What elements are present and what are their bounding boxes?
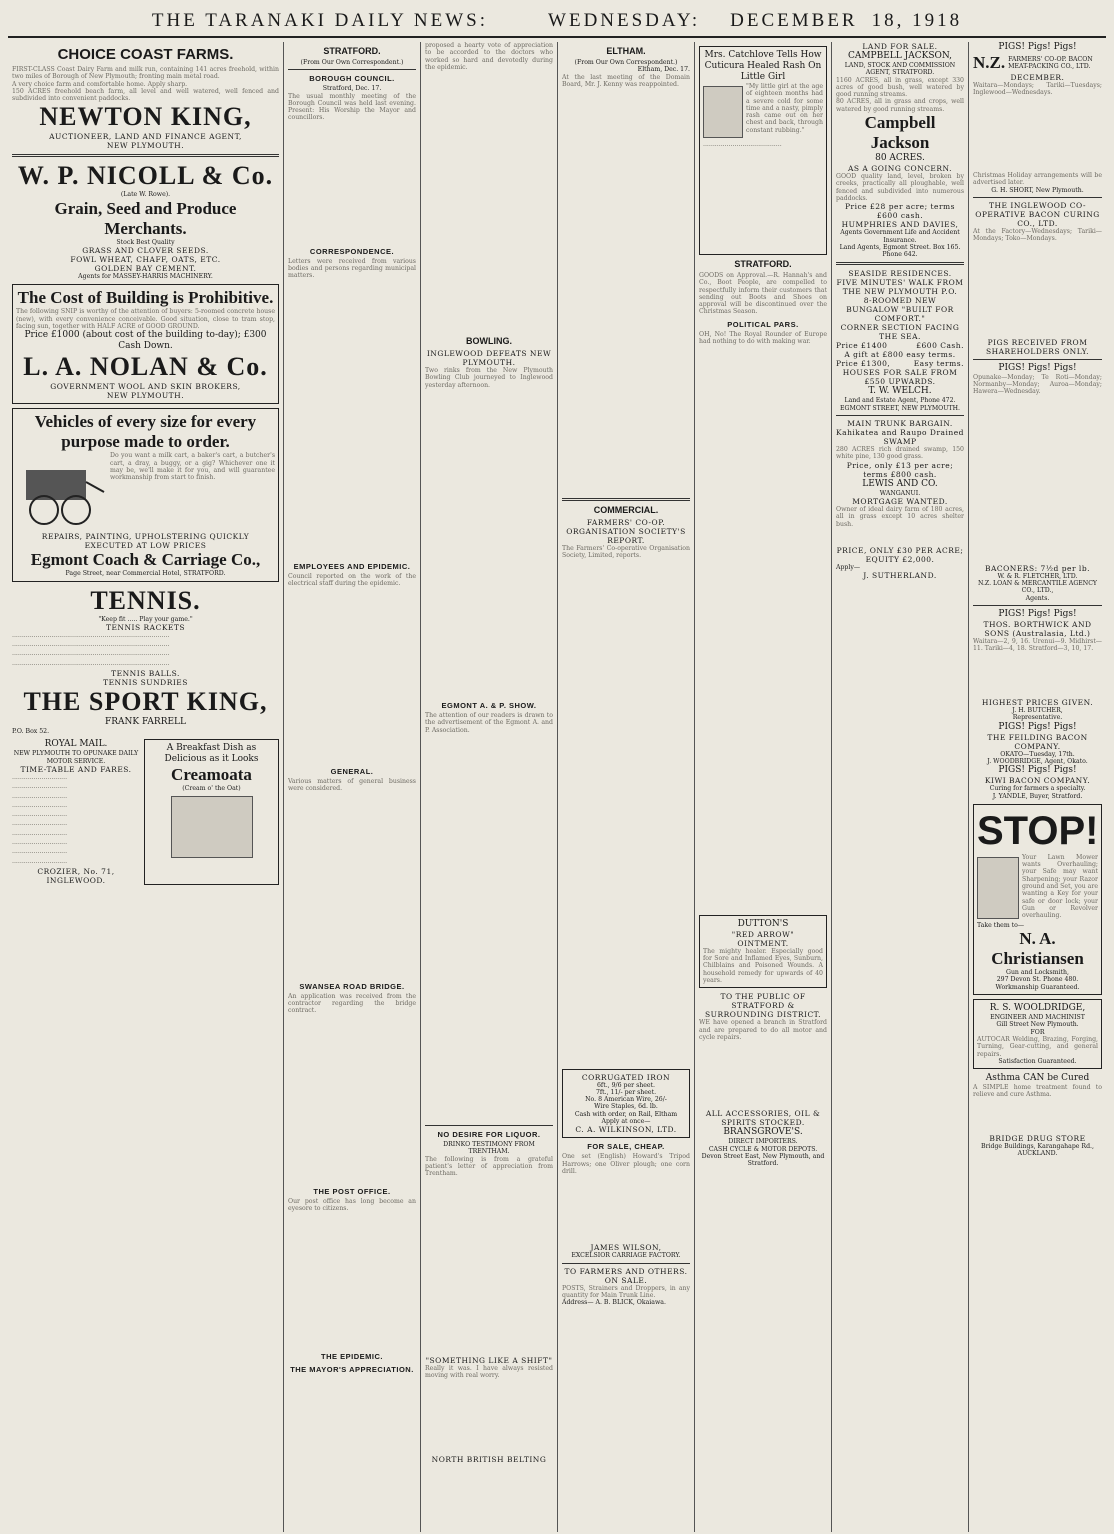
farmers-report-title: FARMERS' CO-OP. ORGANISATION SOCIETY'S REPORT.	[566, 517, 686, 545]
wilson-title: JAMES WILSON,	[590, 1243, 662, 1253]
duttons-sub-2: OINTMENT.	[737, 938, 789, 948]
tennis-balls: TENNIS BALLS.	[111, 669, 180, 679]
bransgrove: BRANSGROVE'S.	[723, 1127, 803, 1138]
agents: Agents.	[1025, 594, 1050, 602]
nolan-town: NEW PLYMOUTH.	[106, 391, 185, 401]
cuticura-body: "My little girl at the age of eighteen months had a severe cold for some time and a nasty, pimply rash came out on her chest and back, through constant rubbing."	[746, 83, 823, 134]
land-title: LAND FOR SALE.	[862, 42, 938, 51]
butcher: J. H. BUTCHER,	[1012, 707, 1063, 715]
duttons-sub: "RED ARROW"	[731, 929, 795, 939]
egmont-coach-addr: Page Street, near Commercial Hotel, STRATFORD.	[65, 570, 226, 578]
sutherland: J. SUTHERLAND.	[863, 571, 937, 581]
houses-sale: HOUSES FOR SALE FROM £550 UPWARDS.	[842, 368, 958, 387]
locksmith-illustration	[977, 857, 1019, 919]
bungalow: 8-ROOMED NEW BUNGALOW "BUILT FOR COMFORT."	[846, 296, 954, 324]
kiwi: KIWI BACON COMPANY.	[984, 776, 1091, 786]
vehicles-ad	[12, 408, 279, 581]
vehicles-sub: purpose made to order.	[61, 432, 230, 452]
masthead-date: 18, 1918	[871, 10, 963, 31]
concern-price: Price £28 per acre; terms £600 cash.	[844, 202, 956, 221]
cj-sub: LAND, STOCK AND COMMISSION AGENT, STRATFORD.	[844, 62, 956, 77]
humphries-sub: Agents Government Life and Accident Insurance.	[840, 229, 960, 244]
humphries: HUMPHRIES AND DAVIES,	[841, 220, 959, 230]
column-1: CHOICE COAST FARMS. FIRST-CLASS Coast Dairy Farm and milk run, containing 141 acres freehold, within two miles of Borough of New Plymouth; fronting main metal road. A very choice farm and comfortable home. Apply sharp. 150 ACRES freehold beach farm, all level and well watered, well fenced and subdivided into convenient paddocks. NEWTON KING, AUCTIONEER, LAND AND FINANCE AGENT, NEW PLYMOUTH. W. P. NICOLL & Co. (Late W. Rowe). Grain, Seed and Produce Merchants. Stock Best Quality GRASS AND CLOVER SEEDS. FOWL WHEAT, CHAFF, OATS, ETC. GOLDEN BAY CEMENT. Agents for MASSEY-HARRIS MACHINERY. The Cost of Building is Prohibitive. The following SNIP is worthy of the attention of buyers: 5-roomed concrete house (new), with every convenience conceivable. Good situation, close to tram stop, facing sun, together with HALF ACRE of GOOD GROUND. Price £1000 (about cost of the building to-day); £300 Cash Down. L. A. NOLAN & Co. GOVERNMENT WOOL AND SKIN BROKERS, NEW PLYMOUTH. Vehicles of every size for every purpose made to order. Do you want a milk cart, a baker's cart, a butcher's cart, a dray, a buggy, or a gig? Whichever one it may be, we'll make it for you, and will guarantee workmanship from start to finish. REPAIRS, PAINTING, UPHOLSTERING QUICKLY EXECUTED AT LOW PRICES Egmont Coach & Carriage Co., Page Street, near Commercial Hotel, STRATFORD. TENNIS. "Keep fit ..... Play your game." TENNIS RACKETS ................................................................................ ................................................................................ ................................................................................ ................................................................................ TENNIS BALLS. TENNIS SUNDRIES THE SPORT KING, FRANK FARRELL P.O. Box 52. ROYAL MAIL. NEW PLYMOUTH TO OPUNAKE DAILY MOTOR SERVICE. TIME-TABLE AND FARES. ............................ ............................ ............................ ............................ ............................ ............................ ............................ ............................ ............................ ............................ CROZIER, No. 71, INGLEWOOD. A Breakfast Dish as Delicious as it Looks Creamoata (Cream o' the Oat)	[8, 42, 284, 1532]
acres-1160: 1160 ACRES, all in grass, except 330 acres of good bush, well watered by good running streams.	[836, 76, 964, 99]
tennis-tag: "Keep fit ..... Play your game."	[98, 615, 193, 623]
nz-sub: FARMERS' CO-OP. BACON MEAT-PACKING CO., LTD.	[1008, 55, 1093, 70]
pigs-5: PIGS! Pigs! Pigs!	[998, 765, 1077, 776]
stop-ad	[973, 804, 1102, 995]
main-trunk: MAIN TRUNK BARGAIN.	[847, 419, 953, 429]
yandle: J. YANDLE, Buyer, Stratford.	[992, 792, 1083, 800]
kahikatea: Kahikatea and Raupo Drained SWAMP	[836, 428, 964, 447]
stop-body: Your Lawn Mower wants Overhauling; your Safe may want Sharpening; your Razor ground and Set, you are wanting a Key for your safe or door lock; your Gun or Revolver overhauling.	[1022, 853, 1098, 920]
wooldridge: R. S. WOOLDRIDGE,	[989, 1003, 1086, 1014]
take-them: Take them to—	[977, 921, 1025, 929]
creamoata-head: A Breakfast Dish as Delicious as it Looks	[164, 743, 259, 765]
eltham-date: Eltham, Dec. 17.	[637, 66, 690, 74]
highest-prices: HIGHEST PRICES GIVEN.	[981, 698, 1094, 708]
kiwi-sub: Curing for farmers a specialty.	[989, 785, 1086, 793]
newton-king-town: NEW PLYMOUTH.	[106, 141, 185, 151]
seaside-title: SEASIDE RESIDENCES.	[848, 269, 952, 279]
humphries-addr: Land Agents, Egmont Street. Box 165.	[839, 243, 961, 251]
pigs-4: PIGS! Pigs! Pigs!	[998, 721, 1077, 732]
fletcher: W. & R. FLETCHER, LTD.	[997, 572, 1078, 580]
blick-address: Address— A. B. BLICK, Okaiawa.	[562, 1299, 666, 1307]
apply-label: Apply—	[836, 563, 861, 571]
nicoll-sub: (Late W. Rowe).	[120, 191, 171, 199]
humphries-phone: Phone 642.	[882, 251, 918, 259]
iron-line-1: 6ft., 9/6 per sheet.	[596, 1081, 656, 1089]
vehicles-title: Vehicles of every size for every	[34, 412, 257, 432]
borthwick: THOS. BORTHWICK AND SONS (Australasia, Ltd.)	[983, 620, 1092, 639]
corner-section: CORNER SECTION FACING THE SEA.	[840, 323, 960, 342]
sport-king-name: FRANK FARRELL	[104, 717, 187, 728]
welch-sub: Land and Estate Agent, Phone 472.	[844, 397, 956, 405]
bridge-drug-sub: Bridge Buildings, Karangahape Rd., AUCKLAND.	[981, 1143, 1094, 1158]
cost-ad	[12, 284, 279, 404]
asthma: Asthma CAN be Cured	[985, 1073, 1090, 1084]
tennis-sundries: TENNIS SUNDRIES	[103, 678, 188, 688]
acres-80-b: 80 ACRES.	[875, 153, 925, 164]
iron-line-4: Wire Staples, 6d. lb.	[594, 1103, 658, 1111]
farm-ad-3: 150 ACRES freehold beach farm, all level and well watered, well fenced and subdivided into convenient paddocks.	[12, 87, 279, 103]
nolan-sub: GOVERNMENT WOOL AND SKIN BROKERS,	[50, 382, 241, 392]
grain-line-4: GOLDEN BAY CEMENT.	[94, 264, 197, 274]
sale-cheap-title: FOR SALE, CHEAP.	[587, 1142, 665, 1152]
liquor-title: NO DESIRE FOR LIQUOR.	[437, 1130, 541, 1139]
pigs-2: PIGS! Pigs! Pigs!	[998, 362, 1077, 373]
stratford-title: STRATFORD.	[323, 46, 381, 56]
royal-mail-sub: NEW PLYMOUTH TO OPUNAKE DAILY MOTOR SERVICE.	[13, 750, 139, 765]
belting-title: NORTH BRITISH BELTING	[431, 1454, 547, 1464]
woodbridge: J. WOODBRIDGE, Agent, Okato.	[987, 757, 1088, 765]
pigs-1: PIGS! Pigs! Pigs!	[998, 42, 1077, 52]
wooldridge-for: FOR	[1030, 1028, 1045, 1036]
creamoata-ad	[144, 739, 279, 885]
acres-280: 280 ACRES rich drained swamp, 150 white pine, 130 good grass.	[836, 446, 964, 461]
grain-title: Grain, Seed and Produce Merchants.	[54, 198, 237, 238]
column-5: Mrs. Catchlove Tells How Cuticura Healed Rash On Little Girl "My little girl at the age of eighteen months had a severe cold for some time and a nasty, pimply rash came out on her chest and back, through constant rubbing." ........................................ STRATFORD. GOODS on Approval.—R. Hannah's and Co., Boot People, are compelled to respectfully inform their customers that sending out Boots and Shoes on approval will be discontinued over the Christmas Season. POLITICAL PARS. OH, No! The Royal Rounder of Europe had nothing to do with making war. DUTTON'S "RED ARROW" OINTMENT. The mighty healer. Especially good for Sore and Inflamed Eyes, Sunburn, Chilblains and Poisoned Wounds. A household remedy for upwards of 40 years. TO THE PUBLIC OF STRATFORD & SURROUNDING DISTRICT. WE have opened a branch in Stratford and are prepared to do all motor and cycle repairs. ALL ACCESSORIES, OIL & SPIRITS STOCKED. BRANSGROVE'S. DIRECT IMPORTERS. CASH CYCLE & MOTOR DEPOTS. Devon Street East, New Plymouth, and Stratford.	[695, 42, 832, 1532]
column-3: proposed a hearty vote of appreciation to be accorded to the doctors who worked so hard and devotedly during the epidemic. BOWLING. INGLEWOOD DEFEATS NEW PLYMOUTH. Two rinks from the New Plymouth Bowling Club journeyed to Inglewood yesterday afternoon. EGMONT A. & P. SHOW. The attention of our readers is drawn to the advertisement of the Egmont A. and P. Association. NO DESIRE FOR LIQUOR. DRINKO TESTIMONY FROM TRENTHAM. The following is from a grateful patient's letter of appreciation from Trentham. "SOMETHING LIKE A SHIFT" Really it was. I have always resisted moving with real worry. NORTH BRITISH BELTING	[421, 42, 558, 1532]
lewis: LEWIS AND CO.	[862, 478, 938, 489]
inglewood-bacon: THE INGLEWOOD CO-OPERATIVE BACON CURING CO., LTD.	[975, 200, 1100, 228]
iron-line-2: 7ft., 11/- per sheet.	[595, 1088, 657, 1096]
epidemic-title: THE EPIDEMIC.	[321, 1351, 383, 1361]
bransgrove-sub-2: CASH CYCLE & MOTOR DEPOTS.	[708, 1145, 818, 1153]
nzloan: N.Z. LOAN & MERCANTILE AGENCY CO., LTD.,	[977, 580, 1098, 595]
welch-addr: EGMONT STREET, NEW PLYMOUTH.	[840, 404, 960, 412]
christiansen-sub: Gun and Locksmith,	[1006, 969, 1069, 977]
mayor-appreciation-title: THE MAYOR'S APPRECIATION.	[290, 1364, 414, 1374]
newton-king-sub: AUCTIONEER, LAND AND FINANCE AGENT,	[49, 132, 242, 142]
council-date: Stratford, Dec. 17.	[322, 85, 382, 93]
acres-80: 80 ACRES, all in grass and crops, well watered by good running streams.	[836, 98, 964, 113]
political-title: POLITICAL PARS.	[727, 319, 799, 329]
cj-big: Campbell Jackson	[864, 113, 936, 153]
price-1400: Price £1400	[836, 341, 888, 351]
coast-farms-title: CHOICE COAST FARMS.	[57, 46, 234, 63]
easy-terms: Easy terms.	[913, 359, 964, 369]
grain-line-2: GRASS AND CLOVER SEEDS.	[82, 246, 209, 256]
hannah-ad: GOODS on Approval.—R. Hannah's and Co., Boot People, are compelled to respectfully inform their customers that sending out Boots and Shoes on approval will be discontinued over the Christmas Season.	[699, 272, 827, 316]
accessories: ALL ACCESSORIES, OIL & SPIRITS STOCKED.	[705, 1109, 821, 1128]
gift: A gift at £800 easy terms.	[844, 350, 956, 360]
crozier: CROZIER, No. 71, INGLEWOOD.	[37, 866, 115, 885]
feilding: THE FEILDING BACON COMPANY.	[987, 732, 1088, 751]
stratford-from: (From Our Own Correspondent.)	[300, 59, 404, 66]
five-minutes: FIVE MINUTES' WALK FROM THE NEW PLYMOUTH P.O.	[836, 278, 964, 297]
going-concern: AS A GOING CONCERN.	[847, 164, 953, 174]
creamoata-sub: (Cream o' the Oat)	[182, 785, 241, 793]
iron-line-3: No. 8 American Wire, 26/-	[585, 1096, 667, 1104]
royal-mail-timetable: TIME-TABLE AND FARES.	[20, 764, 132, 774]
bransgrove-addr: Devon Street East, New Plymouth, and Stratford.	[701, 1152, 825, 1168]
stop-title: STOP!	[977, 808, 1099, 853]
concern-body: GOOD quality land, level, broken by creeks, practically all ploughable, well fenced and subdivided into numerous paddocks.	[836, 173, 964, 202]
column-4: ELTHAM. (From Our Own Correspondent.) Eltham, Dec. 17. At the last meeting of the Domain Board, Mr. J. Kenny was reappointed. COMMERCIAL. FARMERS' CO-OP. ORGANISATION SOCIETY'S REPORT. The Farmers' Co-operative Organisation Society, Limited, reports. CORRUGATED IRON 6ft., 9/6 per sheet. 7ft., 11/- per sheet. No. 8 American Wire, 26/- Wire Staples, 6d. lb. Cash with order, on Rail, Eltham Apply at once— C. A. WILKINSON, LTD. FOR SALE, CHEAP. One set (English) Howard's Tripod Harrows; one Oliver plough; one corn drill. JAMES WILSON, EXCELSIOR CARRIAGE FACTORY. TO FARMERS AND OTHERS. ON SALE. POSTS, Strainers and Droppers, in any quantity for Main Trunk Line. Address— A. B. BLICK, Okaiawa.	[558, 42, 695, 1532]
sport-king-box: P.O. Box 52.	[12, 728, 50, 736]
farmers-others: TO FARMERS AND OTHERS. ON SALE.	[564, 1266, 688, 1285]
iron-ad	[562, 1069, 690, 1139]
christiansen: N. A. Christiansen	[991, 929, 1084, 969]
swansea-title: SWANSEA ROAD BRIDGE.	[299, 981, 405, 991]
wooldridge-sub: ENGINEER AND MACHINIST	[990, 1014, 1085, 1022]
drinko-title: DRINKO TESTIMONY FROM TRENTHAM.	[443, 1141, 535, 1156]
short: G. H. SHORT, New Plymouth.	[991, 186, 1084, 194]
posts-ad: POSTS, Strainers and Droppers, in any quantity for Main Trunk Line.	[562, 1284, 690, 1299]
grain-line-5: Agents for MASSEY-HARRIS MACHINERY.	[78, 273, 213, 281]
council-title: BOROUGH COUNCIL.	[309, 74, 395, 84]
wooldridge-addr: Gill Street New Plymouth.	[996, 1021, 1079, 1029]
cost-body: The following SNIP is worthy of the attention of buyers: 5-roomed concrete house (new), with every convenience conceivable. Good situation, close to tram stop, facing sun, together with HALF ACRE of GOOD GROUND.	[16, 308, 275, 330]
lewis-town: WANGANUI.	[879, 489, 921, 497]
price-13: Price, only £13 per acre; terms £800 cash.	[846, 460, 954, 479]
royal-mail-title: ROYAL MAIL.	[44, 739, 108, 750]
column-6: LAND FOR SALE. CAMPBELL JACKSON, LAND, STOCK AND COMMISSION AGENT, STRATFORD. 1160 ACRES, all in grass, except 330 acres of good bush, well watered by good running streams. 80 ACRES, all in grass and crops, well watered by good running streams. Campbell Jackson 80 ACRES. AS A GOING CONCERN. GOOD quality land, level, broken by creeks, practically all ploughable, well fenced and subdivided into numerous paddocks. Price £28 per acre; terms £600 cash. HUMPHRIES AND DAVIES, Agents Government Life and Accident Insurance. Land Agents, Egmont Street. Box 165. Phone 642. SEASIDE RESIDENCES. FIVE MINUTES' WALK FROM THE NEW PLYMOUTH P.O. 8-ROOMED NEW BUNGALOW "BUILT FOR COMFORT." CORNER SECTION FACING THE SEA. Price £1400 £600 Cash. A gift at £800 easy terms. Price £1300, Easy terms. HOUSES FOR SALE FROM £550 UPWARDS. T. W. WELCH. Land and Estate Agent, Phone 472. EGMONT STREET, NEW PLYMOUTH. MAIN TRUNK BARGAIN. Kahikatea and Raupo Drained SWAMP 280 ACRES rich drained swamp, 150 white pine, 130 good grass. Price, only £13 per acre; terms £800 cash. LEWIS AND CO. WANGANUI. MORTGAGE WANTED. Owner of ideal dairy farm of 180 acres, all in grass except 10 acres shelter bush. PRICE, ONLY £30 PER ACRE; EQUITY £2,000. Apply— J. SUTHERLAND.	[832, 42, 969, 1532]
price-only: PRICE, ONLY £30 PER ACRE; EQUITY £2,000.	[836, 545, 964, 564]
duttons-body: The mighty healer. Especially good for Sore and Inflamed Eyes, Sunburn, Chilblains and Poisoned Wounds. A household remedy for upwards of 40 years.	[703, 947, 823, 984]
apply-once: Apply at once—	[601, 1118, 651, 1126]
cash-line: Cash with order, on Rail, Eltham	[574, 1110, 678, 1118]
vehicles-body: Do you want a milk cart, a baker's cart, a butcher's cart, a dray, a buggy, or a gig? Whichever one it may be, we'll make it for you, and will guarantee workmanship from start to finish.	[110, 452, 275, 482]
satisfaction: Satisfaction Guaranteed.	[998, 1057, 1077, 1065]
xmas-note: Christmas Holiday arrangements will be advertised later.	[973, 172, 1102, 187]
cost-price: Price £1000 (about cost of the building to-day); £300 Cash Down.	[24, 330, 267, 352]
price-1300: Price £1300,	[836, 359, 891, 369]
duttons-title: DUTTON'S	[737, 918, 789, 929]
cj-title: CAMPBELL JACKSON,	[847, 51, 953, 61]
grain-line-3: FOWL WHEAT, CHAFF, OATS, ETC.	[70, 255, 221, 265]
masthead-month: DECEMBER	[730, 10, 858, 31]
newton-king-title: NEWTON KING,	[39, 102, 252, 132]
welch: T. W. WELCH.	[868, 386, 932, 397]
creamoata-title: Creamoata	[171, 765, 252, 785]
tennis-title: TENNIS.	[90, 585, 201, 615]
correspondence-title: CORRESPONDENCE.	[309, 246, 395, 256]
iron-title: CORRUGATED IRON	[581, 1072, 671, 1082]
general-title: GENERAL.	[330, 766, 374, 776]
workmanship: Workmanship Guaranteed.	[995, 983, 1080, 991]
column-7: PIGS! Pigs! Pigs! N.Z. FARMERS' CO-OP. BACON MEAT-PACKING CO., LTD. DECEMBER. Waitara—Mondays; Tariki—Tuesdays; Inglewood—Wednesdays. Christmas Holiday arrangements will be advertised later. G. H. SHORT, New Plymouth. THE INGLEWOOD CO-OPERATIVE BACON CURING CO., LTD. At the Factory—Wednesdays; Tariki—Mondays; Toko—Mondays. PIGS RECEIVED FROM SHAREHOLDERS ONLY. PIGS! Pigs! Pigs! Opunake—Monday; Te Roti—Monday; Normanby—Monday; Auroa—Monday; Hawera—Wednesday. BACONERS: 7½d per lb. W. & R. FLETCHER, LTD. N.Z. LOAN & MERCANTILE AGENCY CO., LTD., Agents. PIGS! Pigs! Pigs! THOS. BORTHWICK AND SONS (Australasia, Ltd.) Waitara—2, 9, 16. Urenui—9. Midhirst—11. Tariki—4, 18. Stratford—3, 10, 17. HIGHEST PRICES GIVEN. J. H. BUTCHER, Representative. PIGS! Pigs! Pigs! THE FEILDING BACON COMPANY. OKATO—Tuesday, 17th. J. WOODBRIDGE, Agent, Okato. PIGS! Pigs! Pigs! KIWI BACON COMPANY. Curing for farmers a specialty. J. YANDLE, Buyer, Stratford. STOP! Your Lawn Mower wants Overhauling; your Safe may want Sharpening; your Razor ground and Set, you are wanting a Key for your safe or door lock; your Gun or Revolver overhauling. Take them to— N. A. Christiansen Gun and Locksmith, 297 Devon St. Phone 480. Workmanship Guaranteed. R. S. WOOLDRIDGE, ENGINEER AND MACHINIST Gill Street New Plymouth. FOR AUTOCAR Welding, Brazing, Forging, Turning, Gear-cutting, and general repairs. Satisfaction Guaranteed. Asthma CAN be Cured A SIMPLE home treatment found to relieve and cure Asthma. BRIDGE DRUG STORE Bridge Buildings, Karangahape Rd., AUCKLAND.	[973, 42, 1102, 1158]
baconers: BACONERS: 7½d per lb.	[984, 563, 1091, 573]
mortgage: MORTGAGE WANTED.	[852, 496, 948, 506]
pigs-3: PIGS! Pigs! Pigs!	[998, 609, 1077, 620]
royal-mail-section: ROYAL MAIL. NEW PLYMOUTH TO OPUNAKE DAILY MOTOR SERVICE. TIME-TABLE AND FARES. ............................ ............................ ............................ ............................ ............................ ............................ ............................ ............................ ............................ ............................ CROZIER, No. 71, INGLEWOOD.	[12, 739, 139, 885]
farm-ad-2: A very choice farm and comfortable home. Apply sharp.	[12, 80, 188, 88]
wooldridge-ad	[973, 999, 1102, 1069]
stratford-2-title: STRATFORD.	[734, 259, 792, 269]
butcher-sub: Representative.	[1012, 714, 1063, 722]
creamoata-illustration	[171, 796, 253, 858]
okato: OKATO—Tuesday, 17th.	[1000, 750, 1075, 758]
received: PIGS RECEIVED FROM SHAREHOLDERS ONLY.	[985, 337, 1090, 356]
column-2: STRATFORD. (From Our Own Correspondent.) BOROUGH COUNCIL. Stratford, Dec. 17. The usual monthly meeting of the Borough Council was held last evening. Present: His Worship the Mayor and councillors. CORRESPONDENCE. Letters were received from various bodies and persons regarding municipal matters. EMPLOYEES AND EPIDEMIC. Council reported on the work of the electrical staff during the epidemic. GENERAL. Various matters of general business were considered. SWANSEA ROAD BRIDGE. An application was received from the contractor regarding the bridge contract. THE POST OFFICE. Our post office has long become an eyesore to citizens. THE EPIDEMIC. THE MAYOR'S APPRECIATION.	[284, 42, 421, 1532]
duttons-ad	[699, 915, 827, 988]
nolan-title: L. A. NOLAN & Co.	[23, 352, 268, 382]
cuticura-ad: Mrs. Catchlove Tells How Cuticura Healed Rash On Little Girl "My little girl at the age of eighteen months had a severe cold for some time and a nasty, pimply rash came out on her chest and back, through constant rubbing." ........................................	[699, 46, 827, 255]
cart-illustration	[16, 452, 106, 532]
bowling-title: BOWLING.	[466, 336, 512, 346]
cost-title: The Cost of Building is Prohibitive.	[17, 288, 274, 308]
cash-600: £600 Cash.	[916, 341, 964, 351]
bowling-sub: INGLEWOOD DEFEATS NEW PLYMOUTH.	[426, 349, 552, 367]
cuticura-head: Mrs. Catchlove Tells How Cuticura Healed Rash On Little Girl	[704, 50, 822, 82]
wilkinson: C. A. WILKINSON, LTD.	[575, 1125, 677, 1135]
masthead-day: WEDNESDAY:	[548, 10, 701, 31]
bransgrove-sub: DIRECT IMPORTERS.	[728, 1138, 798, 1146]
vehicles-repairs: REPAIRS, PAINTING, UPHOLSTERING QUICKLY EXECUTED AT LOW PRICES	[41, 532, 250, 551]
eltham-from: (From Our Own Correspondent.)	[574, 59, 678, 66]
nz-december: DECEMBER.	[1010, 73, 1065, 82]
egmont-coach-title: Egmont Coach & Carriage Co.,	[30, 550, 261, 570]
nz-title: N.Z.	[973, 53, 1006, 72]
wooldridge-auto: AUTOCAR Welding, Brazing, Forging, Turning, Gear-cutting, and general repairs.	[977, 1035, 1098, 1058]
sport-king-title: THE SPORT KING,	[23, 687, 268, 717]
show-title: EGMONT A. & P. SHOW.	[441, 701, 537, 710]
wilson-sub: EXCELSIOR CARRIAGE FACTORY.	[571, 1252, 681, 1260]
masthead-paper: THE TARANAKI DAILY NEWS:	[151, 10, 489, 31]
employees-title: EMPLOYEES AND EPIDEMIC.	[293, 561, 411, 571]
shift-title: "SOMETHING LIKE A SHIFT"	[425, 1355, 553, 1365]
bridge-drug: BRIDGE DRUG STORE	[989, 1134, 1086, 1144]
grain-line-1: Stock Best Quality	[116, 238, 175, 246]
masthead	[8, 6, 1106, 38]
cuticura-portrait	[703, 86, 743, 138]
christiansen-addr: 297 Devon St. Phone 480.	[996, 976, 1079, 984]
tennis-rackets: TENNIS RACKETS	[105, 622, 186, 632]
public-title: TO THE PUBLIC OF STRATFORD & SURROUNDING DISTRICT.	[705, 992, 821, 1020]
post-office-title: THE POST OFFICE.	[313, 1186, 391, 1196]
commercial-title: COMMERCIAL.	[593, 504, 659, 515]
nicoll-title: W. P. NICOLL & Co.	[17, 161, 274, 191]
eltham-title: ELTHAM.	[606, 46, 646, 56]
farm-ad-1: FIRST-CLASS Coast Dairy Farm and milk run, containing 141 acres freehold, within two miles of Borough of New Plymouth; fronting main metal road.	[12, 66, 279, 81]
